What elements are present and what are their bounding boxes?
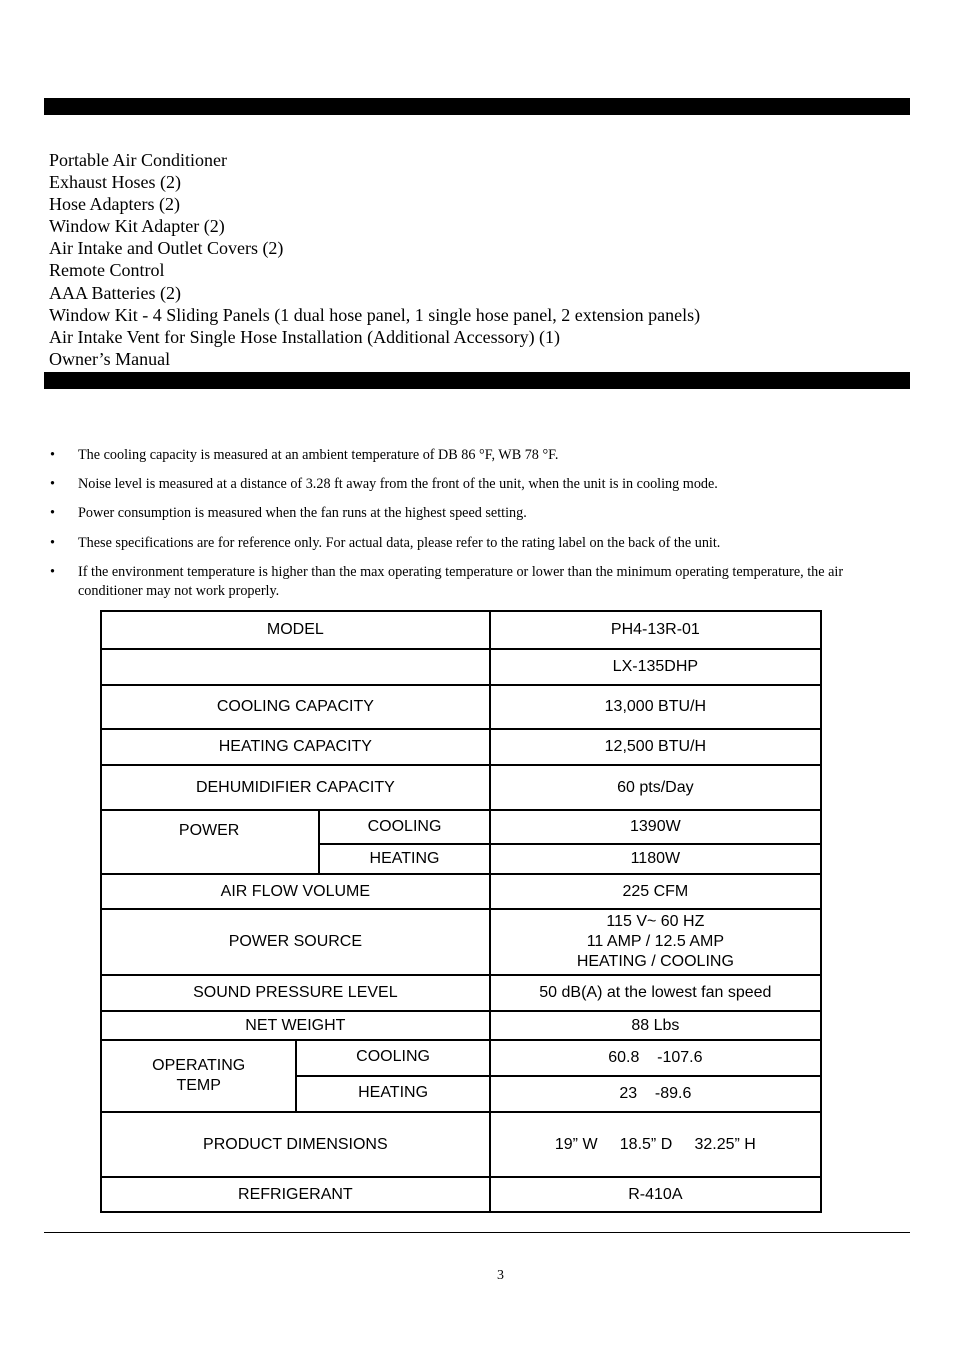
cooling-capacity-label: COOLING CAPACITY xyxy=(101,685,490,729)
note-text: These specifications are for reference only. For actual data, please refer to the rating label on the back of the unit. xyxy=(78,534,721,551)
table-row xyxy=(101,729,821,765)
list-item: Owner’s Manual xyxy=(49,348,171,369)
table-row xyxy=(101,909,821,975)
dehumidifier-capacity-value: 60 pts/Day xyxy=(490,765,821,810)
note-item xyxy=(50,446,910,465)
power-source-line: 115 V~ 60 HZ xyxy=(606,913,705,930)
operating-temp-label xyxy=(101,1040,296,1112)
table-row xyxy=(101,1177,821,1212)
table-row xyxy=(101,810,821,844)
section-header-bar-specifications xyxy=(44,372,910,389)
list-item: Remote Control xyxy=(49,260,165,281)
operating-cooling-label: COOLING xyxy=(296,1040,489,1076)
power-source-value xyxy=(490,909,821,975)
model-alt-value: LX-135DHP xyxy=(490,649,821,685)
table-row xyxy=(101,874,821,909)
footer-divider xyxy=(44,1232,910,1233)
table-row xyxy=(101,685,821,729)
operating-heating-label: HEATING xyxy=(296,1076,489,1112)
operating-heating-value: 23 -89.6 xyxy=(490,1076,821,1112)
note-text: Noise level is measured at a distance of 3.28 ft away from the front of the unit, when the unit is in cooling mode. xyxy=(78,476,718,493)
bullet-icon: • xyxy=(50,563,55,580)
refrigerant-label: REFRIGERANT xyxy=(101,1177,490,1212)
list-item: Portable Air Conditioner xyxy=(49,150,227,170)
power-heating-label: HEATING xyxy=(319,844,489,874)
power-source-label: POWER SOURCE xyxy=(101,909,490,975)
table-row xyxy=(101,649,821,685)
power-source-line: 11 AMP / 12.5 AMP xyxy=(586,933,724,950)
note-text: Power consumption is measured when the fan runs at the highest speed setting. xyxy=(78,505,527,522)
power-heating-value: 1180W xyxy=(490,844,821,874)
list-item: Hose Adapters (2) xyxy=(49,194,180,215)
table-row xyxy=(101,1011,821,1040)
power-label: POWER xyxy=(101,810,319,874)
list-item: Air Intake and Outlet Covers (2) xyxy=(49,238,284,259)
operating-cooling-value: 60.8 -107.6 xyxy=(490,1040,821,1076)
table-row xyxy=(101,975,821,1011)
heating-capacity-value: 12,500 BTU/H xyxy=(490,729,821,765)
table-row xyxy=(101,765,821,810)
list-item: Window Kit - 4 Sliding Panels (1 dual hose panel, 1 single hose panel, 2 extension panels) xyxy=(49,304,701,325)
list-item: Exhaust Hoses (2) xyxy=(49,172,181,193)
table-row xyxy=(101,611,821,649)
note-item xyxy=(50,534,910,553)
package-contents-list xyxy=(49,149,700,370)
note-text: The cooling capacity is measured at an ambient temperature of DB 86 °F, WB 78 °F. xyxy=(78,447,559,463)
dehumidifier-capacity-label: DEHUMIDIFIER CAPACITY xyxy=(101,765,490,810)
refrigerant-value: R-410A xyxy=(490,1177,821,1212)
note-item xyxy=(50,504,910,523)
sound-pressure-level-label: SOUND PRESSURE LEVEL xyxy=(101,975,490,1011)
list-item: AAA Batteries (2) xyxy=(49,282,181,303)
bullet-icon: • xyxy=(50,447,55,463)
product-dimensions-label: PRODUCT DIMENSIONS xyxy=(101,1112,490,1177)
bullet-icon: • xyxy=(50,534,55,551)
list-item: Window Kit Adapter (2) xyxy=(49,216,225,237)
spec-notes-list xyxy=(50,446,910,611)
net-weight-label: NET WEIGHT xyxy=(101,1011,490,1040)
operating-temp-label-line: TEMP xyxy=(176,1077,221,1094)
note-text: If the environment temperature is higher than the max operating temperature or lower than the minimum operating temperature, the air conditioner may not work properly. xyxy=(78,563,844,599)
page-number: 3 xyxy=(497,1268,504,1283)
specifications-table xyxy=(100,610,822,1213)
table-row xyxy=(101,1040,821,1076)
power-cooling-value: 1390W xyxy=(490,810,821,844)
power-cooling-label: COOLING xyxy=(319,810,489,844)
table-row xyxy=(101,1112,821,1177)
air-flow-volume-label: AIR FLOW VOLUME xyxy=(101,874,490,909)
heating-capacity-label: HEATING CAPACITY xyxy=(101,729,490,765)
note-item xyxy=(50,475,910,494)
net-weight-value: 88 Lbs xyxy=(490,1011,821,1040)
section-header-bar-top xyxy=(44,98,910,115)
empty-label-cell xyxy=(101,649,490,685)
model-label: MODEL xyxy=(101,611,490,649)
model-value: PH4-13R-01 xyxy=(490,611,821,649)
operating-temp-label-line: OPERATING xyxy=(152,1057,246,1074)
power-source-line: HEATING / COOLING xyxy=(576,953,734,970)
bullet-icon: • xyxy=(50,505,55,522)
cooling-capacity-value: 13,000 BTU/H xyxy=(490,685,821,729)
bullet-icon: • xyxy=(50,476,55,493)
note-item xyxy=(50,563,910,601)
sound-pressure-level-value: 50 dB(A) at the lowest fan speed xyxy=(490,975,821,1011)
list-item: Air Intake Vent for Single Hose Installation (Additional Accessory) (1) xyxy=(49,326,561,347)
product-dimensions-value: 19” W 18.5” D 32.25” H xyxy=(490,1112,821,1177)
air-flow-volume-value: 225 CFM xyxy=(490,874,821,909)
